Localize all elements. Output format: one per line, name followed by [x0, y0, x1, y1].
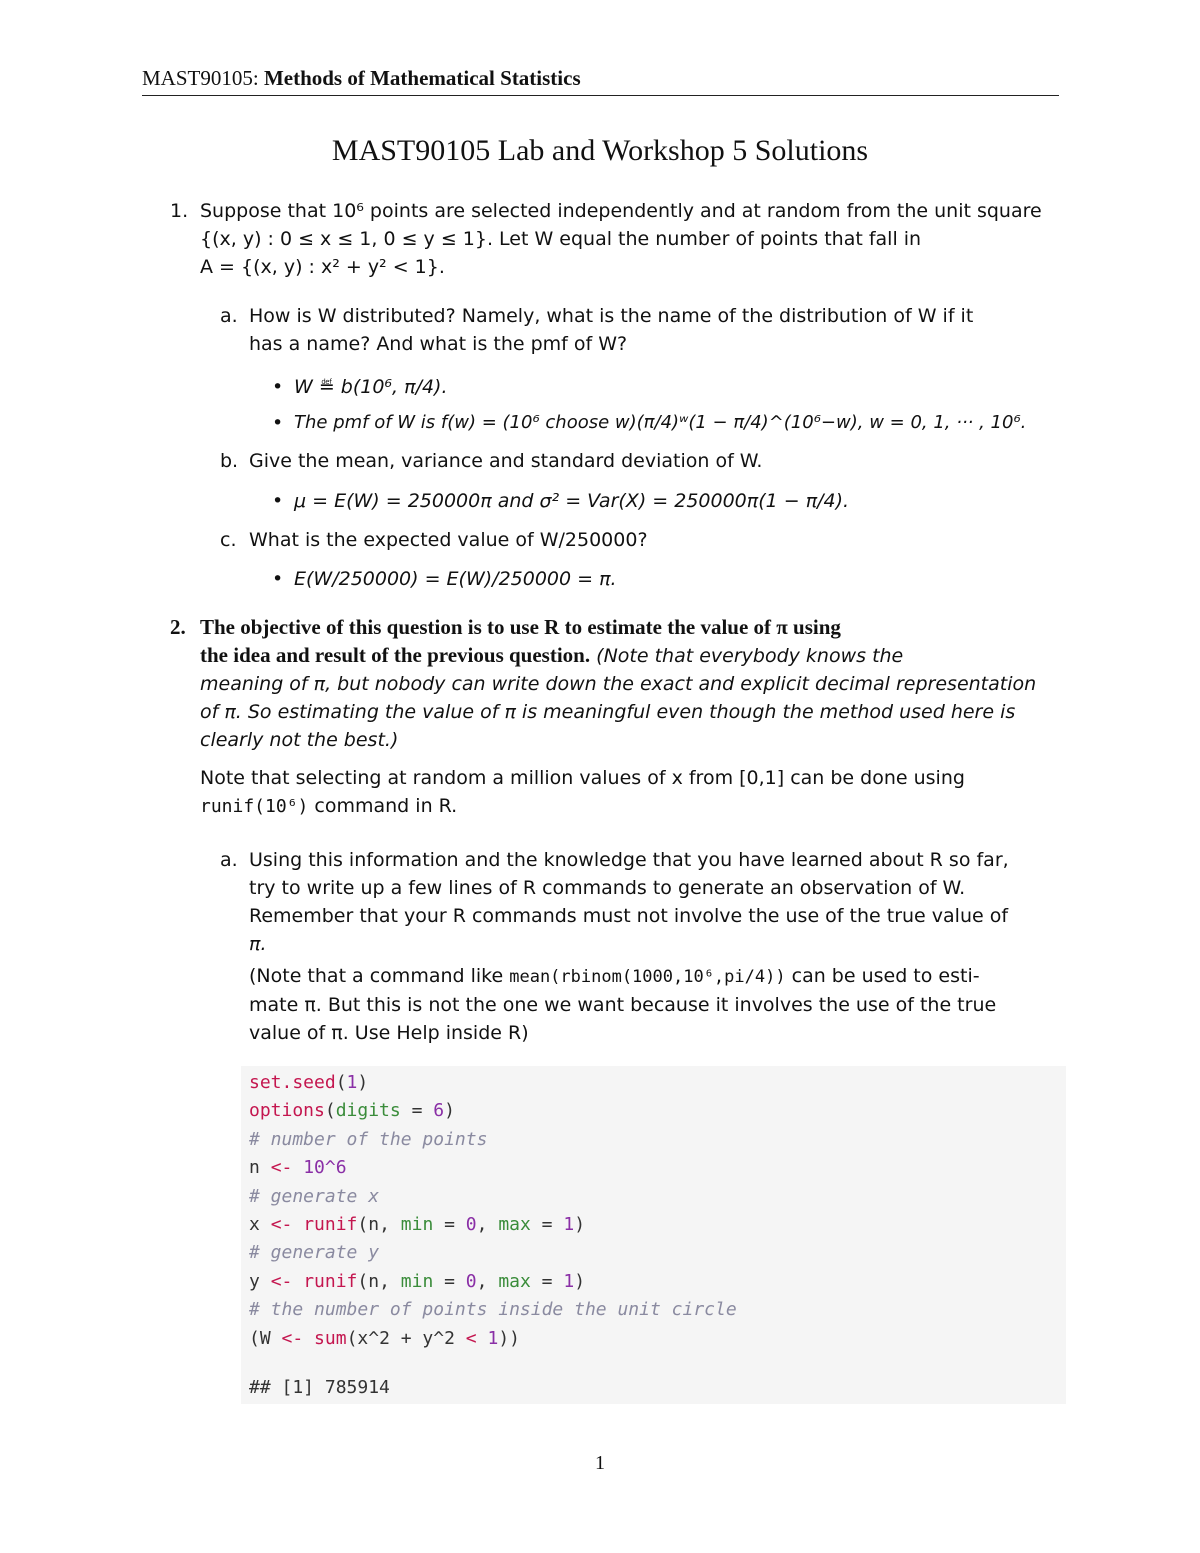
- q2-note-line1: (Note that everybody knows the: [596, 645, 904, 667]
- q1a-line2: has a name? And what is the pmf of W?: [249, 333, 628, 355]
- q2a-line1: Using this information and the knowledge that you have learned about R so far,: [249, 849, 1009, 871]
- q1c-label: c.: [220, 529, 237, 551]
- q2-bold-line1: The objective of this question is to use R to estimate the value of π using: [200, 615, 841, 639]
- q2-number: 2.: [170, 615, 186, 639]
- code-line-9: # the number of points inside the unit circle: [249, 1299, 737, 1320]
- header-course-name: Methods of Mathematical Statistics: [263, 66, 581, 90]
- q1b-label: b.: [220, 450, 239, 472]
- bullet-icon: •: [272, 412, 284, 434]
- q2a-label: a.: [220, 849, 238, 871]
- code-line-1: set.seed(1): [249, 1072, 369, 1093]
- q2a-line2: try to write up a few lines of R commands to generate an observation of W.: [249, 877, 966, 899]
- running-header: [142, 66, 1059, 96]
- q1-number: 1.: [170, 200, 189, 222]
- q1b-line1: Give the mean, variance and standard deviation of W.: [249, 450, 763, 472]
- q2-p2-code: runif(10⁶): [200, 796, 309, 817]
- q2a-line7: value of π. Use Help inside R): [249, 1022, 529, 1044]
- code-line-6: x <- runif(n, min = 0, max = 1): [249, 1214, 586, 1235]
- q2a-line6: mate π. But this is not the one we want because it involves the use of the true: [249, 994, 997, 1016]
- q2a-line4: π.: [249, 933, 267, 955]
- q2-note-line4: clearly not the best.): [200, 729, 399, 751]
- q1a-bullet1: W ≝ b(10⁶, π/4).: [294, 376, 448, 398]
- q2-note-line3: of π. So estimating the value of π is meaningful even though the method used here is: [200, 701, 1016, 723]
- bullet-icon: •: [272, 568, 284, 590]
- q2-bold-line2: the idea and result of the previous question.: [200, 643, 591, 667]
- q1a-text: [249, 302, 1061, 358]
- q1a-line1: How is W distributed? Namely, what is the name of the distribution of W if it: [249, 305, 974, 327]
- code-line-7: # generate y: [249, 1242, 380, 1263]
- q1c-bullet1: E(W/250000) = E(W)/250000 = π.: [294, 568, 617, 590]
- q2-paragraph: [200, 764, 1060, 821]
- header-course-code: MAST90105:: [142, 66, 259, 90]
- q2a-line5-code: mean(rbinom(1000,10⁶,pi/4)): [509, 967, 786, 987]
- q1-line1: Suppose that 10⁶ points are selected independently and at random from the unit square: [200, 200, 1042, 222]
- q1-line3: A = {(x, y) : x² + y² < 1}.: [200, 256, 445, 278]
- q1a-bullet2: The pmf of W is f(w) = (10⁶ choose w)(π/4)ʷ(1 − π/4)^(10⁶−w), w = 0, 1, ··· , 10⁶.: [294, 412, 1027, 433]
- q2-p1: Note that selecting at random a million values of x from [0,1] can be done using: [200, 767, 965, 789]
- q2-note-line2: meaning of π, but nobody can write down the exact and explicit decimal representation: [200, 673, 1037, 695]
- code-line-5: # generate x: [249, 1186, 380, 1207]
- q1b-bullet1: μ = E(W) = 250000π and σ² = Var(X) = 250000π(1 − π/4).: [294, 490, 850, 512]
- q1-statement: [200, 197, 1060, 281]
- q1-line2: {(x, y) : 0 ≤ x ≤ 1, 0 ≤ y ≤ 1}. Let W equal the number of points that fall in: [200, 228, 922, 250]
- q2a-line3: Remember that your R commands must not involve the use of the true value of: [249, 905, 1009, 927]
- q1c-line1: What is the expected value of W/250000?: [249, 529, 648, 551]
- code-line-2: options(digits = 6): [249, 1100, 455, 1121]
- bullet-icon: •: [272, 490, 284, 512]
- code-output: ## [1] 785914: [249, 1377, 390, 1398]
- code-line-8: y <- runif(n, min = 0, max = 1): [249, 1271, 586, 1292]
- code-line-10: (W <- sum(x^2 + y^2 < 1)): [249, 1328, 520, 1349]
- q2a-line5b: can be used to esti-: [785, 965, 980, 987]
- page-title: MAST90105 Lab and Workshop 5 Solutions: [331, 134, 869, 167]
- bullet-icon: •: [272, 376, 284, 398]
- q1a-label: a.: [220, 305, 238, 327]
- code-line-3: # number of the points: [249, 1129, 488, 1150]
- code-line-4: n <- 10^6: [249, 1157, 347, 1178]
- q2-p2-rest: command in R.: [308, 795, 458, 817]
- page-number: 1: [595, 1452, 605, 1474]
- q2a-line5a: (Note that a command like: [249, 965, 510, 987]
- q2a-text: [249, 846, 1061, 1047]
- q2-statement: [200, 613, 1060, 754]
